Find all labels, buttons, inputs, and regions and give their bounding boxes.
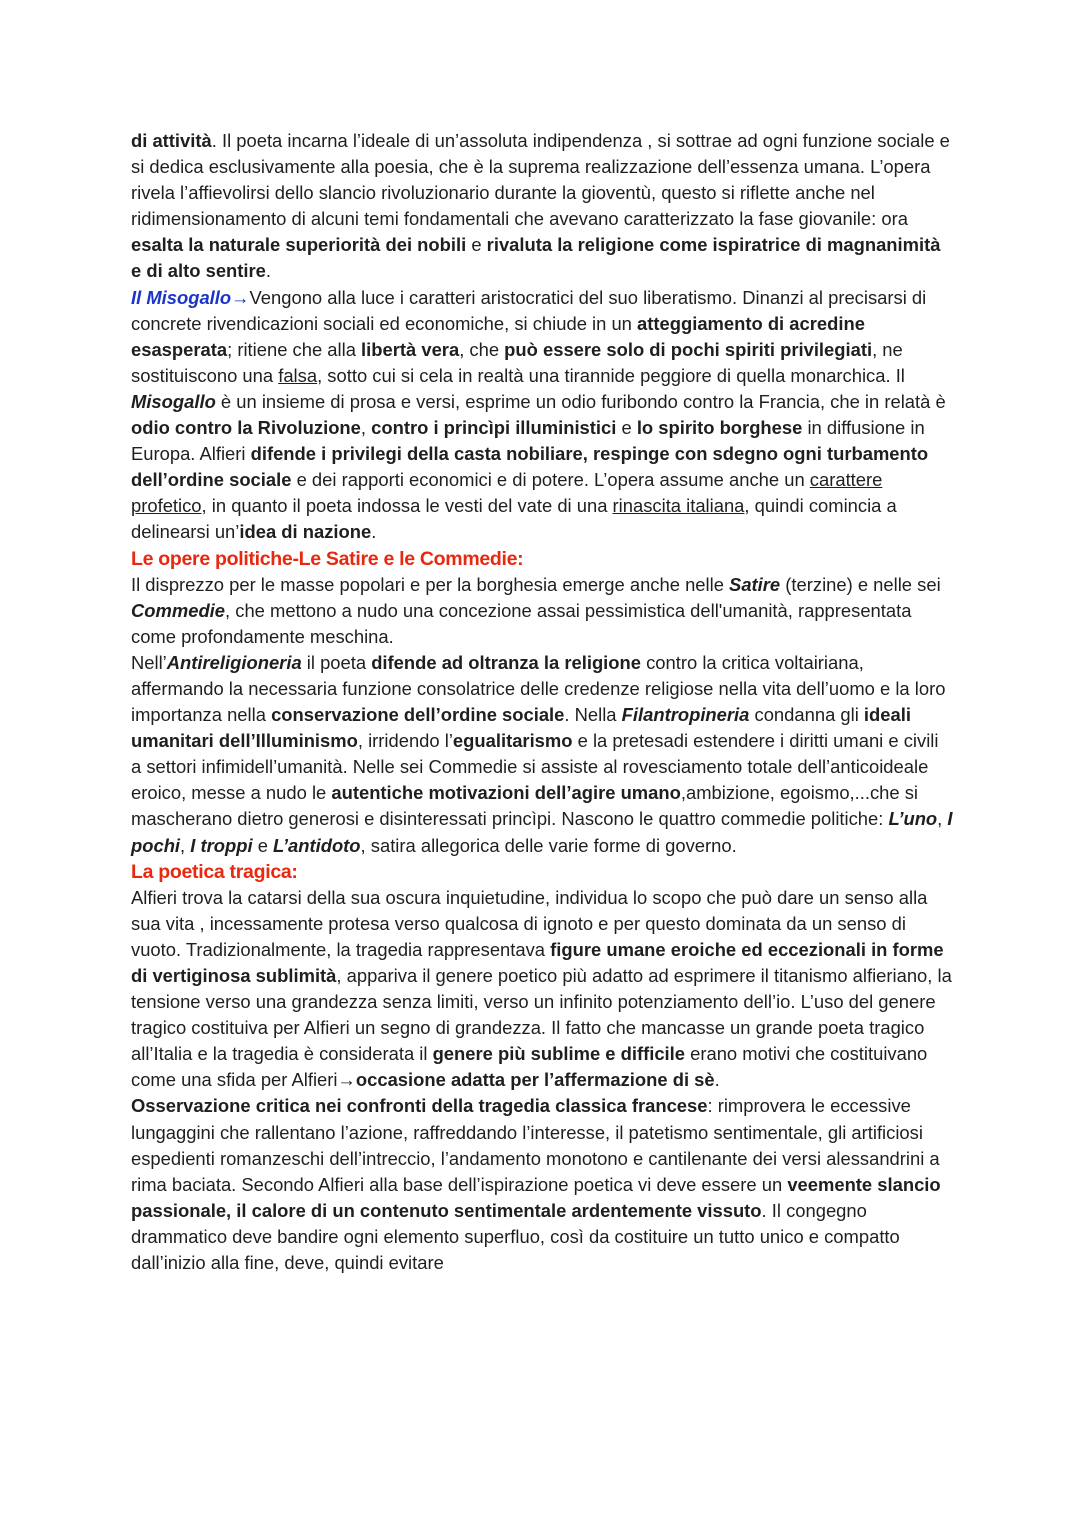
p2-run: , che: [459, 338, 505, 360]
p2-run: , in quanto il poeta indossa le vesti del vate di una: [201, 495, 613, 517]
p2-run: Il Misogallo: [131, 286, 232, 308]
paragraph-antireligioneria: [131, 650, 953, 859]
p5-run: figure umane eroiche ed eccezionali in forme di vertiginosa sublimità: [131, 938, 944, 986]
paragraph-misogallo: [131, 285, 953, 546]
p2-run: libertà vera: [361, 338, 460, 360]
p3-run: Il disprezzo per le masse popolari e per la borghesia emerge anche nelle: [131, 573, 730, 595]
heading-tragic-poetics: La poetica tragica:: [131, 860, 298, 883]
p2-run: odio contro la Rivoluzione: [131, 417, 361, 439]
document-page: [131, 128, 953, 1276]
p4-run: I pochi: [131, 808, 953, 856]
p2-run: , sotto cui si cela in realtà una tirannide peggiore di quella monarchica. Il: [317, 364, 905, 386]
p2-run: , quindi comincia a delinearsi un’: [131, 495, 897, 543]
p4-run: , irridendo l’: [357, 730, 453, 752]
p5-run: genere più sublime e difficile: [432, 1043, 686, 1065]
paragraph-critica-francese: [131, 1093, 953, 1276]
p4-run: egualitarismo: [452, 730, 573, 752]
p6-run: : rimprovera le eccessive lungaggini che rallentano l’azione, raffreddando l’interesse, il patetismo sentimentale, gli artificiosi espedienti romanzeschi dell’intreccio, l’andamento monotono e cantilenante dei versi alessandrini a rima baciata. Secondo Alfieri alla base dell’ispirazione poetica vi deve essere un: [131, 1095, 940, 1195]
p3-run: (terzine) e nelle sei: [780, 573, 941, 595]
p5-run: erano motivi che costituivano come una sfida per Alfieri→: [131, 1043, 928, 1091]
p2-run: può essere solo di pochi spiriti privilegiati: [504, 338, 873, 360]
heading-political-works: Le opere politiche-Le Satire e le Commedie:: [131, 547, 524, 570]
p1-run: esalta la naturale superiorità dei nobili: [131, 234, 467, 256]
p4-run: e: [252, 834, 274, 856]
p2-run: ; ritiene che alla: [227, 338, 362, 360]
p2-run: difende i privilegi della casta nobiliare, respinge con sdegno ogni turbamento dell’ordine sociale: [131, 443, 929, 491]
p4-run: L’antidoto: [273, 834, 361, 856]
p4-run: . Nella: [564, 704, 622, 726]
p2-run: e: [616, 417, 637, 439]
p2-run: idea di nazione: [239, 521, 372, 543]
p4-run: I troppi: [190, 834, 253, 856]
p2-run: e dei rapporti economici e di potere. L’opera assume anche un: [291, 469, 810, 491]
p6-run: . Il congegno drammatico deve bandire ogni elemento superfluo, così da costituire un tutto unico e compatto dall’inizio alla fine, deve, quindi evitare: [131, 1199, 900, 1274]
p2-run: Misogallo: [131, 390, 216, 412]
p5-run: Alfieri trova la catarsi della sua oscura inquietudine, individua lo scopo che può dare un senso alla sua vita , incessamente protesa verso qualcosa di ignoto e per questo dominata da un senso di vuoto. Tradizionalmente, la tragedia rappresentava: [131, 886, 928, 960]
p4-run: ,: [180, 834, 191, 856]
p4-run: contro la critica voltairiana, affermando la necessaria funzione consolatrice delle credenze religiose nella vita dell’uomo e la loro importanza nella: [131, 651, 946, 726]
p3-run: Commedie: [131, 599, 226, 621]
p4-run: condanna gli: [749, 704, 864, 726]
p2-run: in diffusione in Europa. Alfieri: [131, 417, 925, 465]
p4-run: ,ambizione, egoismo,...che si mascherano dietro generosi e disinteressati princìpi. Nascono le quattro commedie politiche:: [131, 782, 919, 830]
p4-run: autentiche motivazioni dell’agire umano: [331, 782, 681, 804]
p2-run: .: [371, 521, 377, 543]
p2-run: →: [231, 286, 250, 308]
p2-run: rinascita italiana: [612, 495, 745, 517]
p2-run: è un insieme di prosa e versi, esprime un odio furibondo contro la Francia, che in relatà è: [215, 390, 946, 412]
paragraph-satire-commedie: [131, 572, 953, 650]
p4-run: ideali umanitari dell’Illuminismo: [131, 704, 911, 752]
p4-run: e la pretesadi estendere i diritti umani e civili a settori infimidell’umanità. Nelle sei Commedie si assiste al rovesciamento totale dell’anticoideale eroico, messe a nudo le: [131, 730, 939, 804]
p4-run: L’uno: [888, 808, 938, 830]
p2-run: Vengono alla luce i caratteri aristocratici del suo liberatismo. Dinanzi al precisarsi di concrete rivendicazioni sociali ed economiche, si chiude in un: [131, 286, 927, 334]
p3-run: Satire: [729, 573, 781, 595]
p6-run: Osservazione critica nei confronti della tragedia classica francese: [131, 1095, 708, 1117]
p4-run: Nell’: [131, 651, 167, 673]
p5-run: , appariva il genere poetico più adatto ad esprimere il titanismo alfieriano, la tensione verso una grandezza senza limiti, verso un infinito potenziamento dell’io. L’uso del genere tragico costituiva per Alfieri un segno di grandezza. Il fatto che mancasse un grande poeta tragico all’Italia e la tragedia è considerata il: [131, 965, 952, 1065]
p1-run: rivaluta la religione come ispiratrice di magnanimità e di alto sentire: [131, 234, 941, 282]
p1-run: .: [265, 260, 272, 282]
p4-run: conservazione dell’ordine sociale: [271, 704, 565, 726]
p2-run: contro i princìpi illuministici: [371, 417, 617, 439]
p2-run: , ne sostituiscono una: [131, 338, 903, 386]
p5-run: occasione adatta per l’affermazione di sè: [355, 1069, 715, 1091]
p4-run: ,: [937, 808, 948, 830]
p4-run: Antireligioneria: [166, 651, 302, 673]
p2-run: atteggiamento di acredine esasperata: [131, 312, 865, 360]
p4-run: il poeta: [301, 651, 372, 673]
p4-run: difende ad oltranza la religione: [371, 651, 641, 673]
p1-run: . Il poeta incarna l’ideale di un’assoluta indipendenza , si sottrae ad ogni funzione sociale e si dedica esclusivamente alla poesia, che è la suprema realizzazione dell’essenza umana. L’opera rivela l’affievolirsi dello slancio rivoluzionario durante la gioventù, questo si riflette anche nel ridimensionamento di alcuni temi fondamentali che avevano caratterizzato la fase giovanile: ora: [131, 130, 950, 230]
p2-run: falsa: [278, 364, 318, 386]
paragraph-catarsi: [131, 885, 953, 1094]
p5-run: .: [714, 1069, 720, 1091]
p2-run: carattere profetico: [131, 469, 883, 517]
p2-run: ,: [360, 417, 372, 439]
p3-run: , che mettono a nudo una concezione assai pessimistica dell'umanità, rappresentata come profondamente meschina.: [131, 599, 912, 647]
paragraph-independence: [131, 128, 953, 285]
p1-run: di attività: [131, 130, 212, 151]
p4-run: , satira allegorica delle varie forme di governo.: [360, 834, 737, 856]
p4-run: Filantropineria: [621, 704, 750, 726]
p6-run: veemente slancio passionale, il calore di un contenuto sentimentale ardentemente vissuto: [131, 1173, 941, 1221]
p1-run: e: [466, 234, 487, 256]
p2-run: lo spirito borghese: [636, 417, 803, 439]
